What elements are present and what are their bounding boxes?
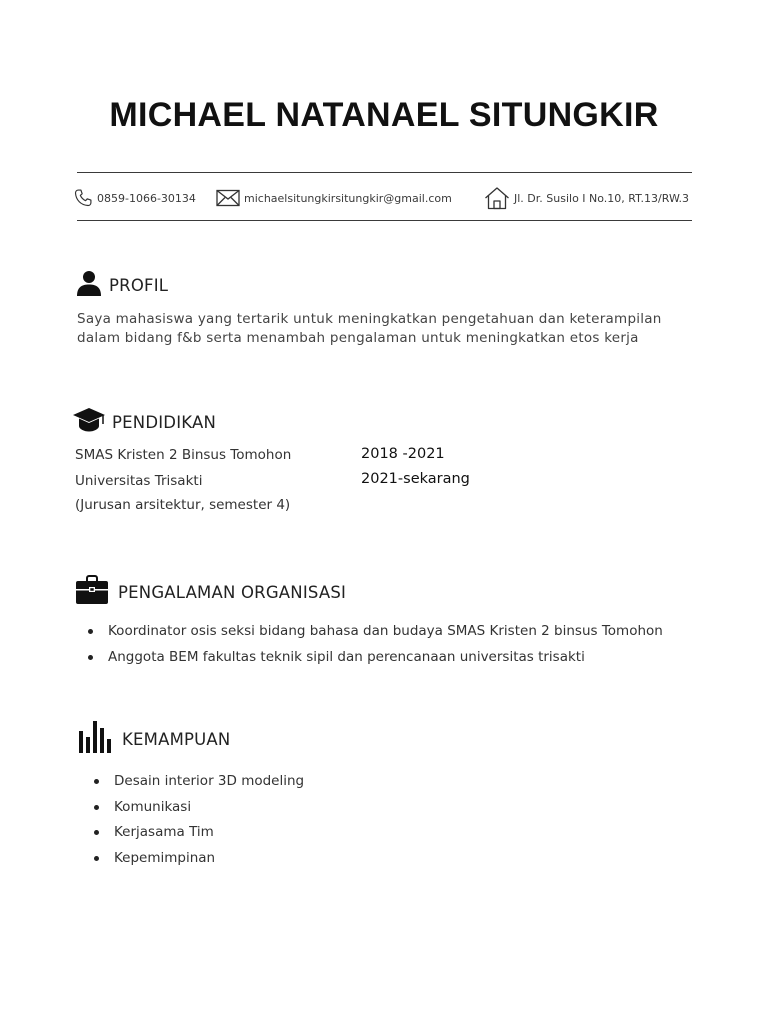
address-text: Jl. Dr. Susilo I No.10, RT.13/RW.3	[514, 191, 690, 205]
profile-line-1: Saya mahasiswa yang tertarik untuk meningkatkan pengetahuan dan keterampilan	[77, 311, 662, 327]
education-year-2: 2021-sekarang	[361, 471, 470, 487]
list-item: Koordinator osis seksi bidang bahasa dan budaya SMAS Kristen 2 binsus Tomohon	[88, 622, 663, 648]
contact-phone	[73, 186, 196, 210]
list-item: Desain interior 3D modeling	[94, 772, 304, 798]
house-icon	[484, 186, 510, 210]
header-divider-top	[77, 172, 692, 173]
bar-chart-icon	[78, 720, 112, 758]
skills-heading	[78, 720, 230, 758]
profile-line-2: dalam bidang f&b serta menambah pengalaman untuk meningkatkan etos kerja	[77, 330, 639, 346]
phone-icon	[73, 188, 93, 208]
organization-title: PENGALAMAN ORGANISASI	[118, 582, 347, 602]
header-divider-bottom	[77, 220, 692, 221]
briefcase-icon	[75, 575, 109, 609]
education-school-1: SMAS Kristen 2 Binsus Tomohon	[75, 447, 292, 463]
profile-text	[77, 310, 662, 348]
profile-heading	[75, 270, 168, 300]
email-address: michaelsitungkirsitungkir@gmail.com	[244, 191, 452, 205]
list-item: Anggota BEM fakultas teknik sipil dan perencanaan universitas trisakti	[88, 648, 663, 674]
list-item: Kerjasama Tim	[94, 823, 304, 849]
graduation-cap-icon	[72, 406, 106, 438]
education-heading	[72, 406, 216, 438]
phone-number: 0859-1066-30134	[97, 191, 196, 205]
list-item: Kepemimpinan	[94, 849, 304, 875]
list-item: Komunikasi	[94, 798, 304, 824]
skills-list	[94, 772, 304, 874]
education-year-1: 2018 -2021	[361, 446, 445, 462]
skills-title: KEMAMPUAN	[122, 729, 231, 749]
education-detail-2: (Jurusan arsitektur, semester 4)	[75, 497, 291, 513]
organization-heading	[75, 575, 346, 609]
person-icon	[75, 270, 103, 300]
mail-icon	[216, 189, 240, 207]
organization-list	[88, 622, 663, 673]
education-title: PENDIDIKAN	[112, 412, 217, 432]
profile-title: PROFIL	[109, 275, 169, 295]
resume-name: MICHAEL NATANAEL SITUNGKIR	[109, 96, 659, 134]
education-school-2: Universitas Trisakti	[75, 473, 203, 489]
contact-email	[216, 186, 452, 210]
contact-address	[484, 186, 689, 210]
